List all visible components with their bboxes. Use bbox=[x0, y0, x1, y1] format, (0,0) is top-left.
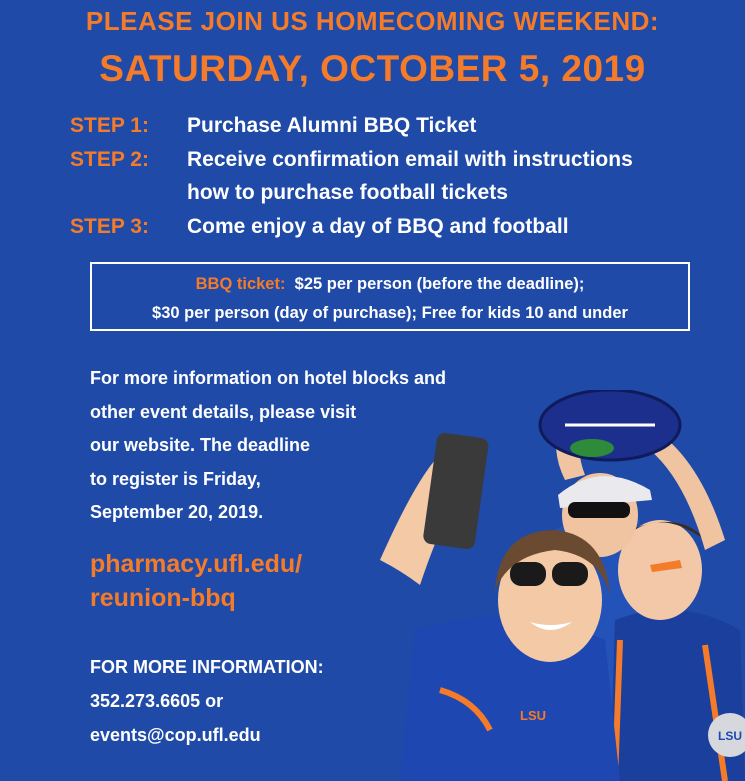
info-line: other event details, please visit bbox=[90, 401, 357, 422]
website-link[interactable] bbox=[90, 547, 302, 615]
step-3-text: Come enjoy a day of BBQ and football bbox=[187, 215, 569, 238]
ticket-price-early: $25 per person (before the deadline); bbox=[294, 275, 585, 293]
contact-block bbox=[90, 650, 324, 752]
headline-date: SATURDAY, OCTOBER 5, 2019 bbox=[99, 48, 646, 89]
ticket-line-2: $30 per person (day of purchase); Free for kids 10 and under bbox=[152, 304, 628, 322]
smartphone bbox=[422, 432, 489, 550]
ticket-label: BBQ ticket: bbox=[195, 275, 286, 293]
step-3-label: STEP 3: bbox=[70, 215, 149, 238]
badge-text: LSU bbox=[718, 729, 742, 743]
info-line: our website. The deadline bbox=[90, 435, 311, 455]
step-1-text: Purchase Alumni BBQ Ticket bbox=[187, 114, 477, 137]
gator-logo-icon bbox=[570, 439, 614, 457]
child-sunglasses bbox=[568, 502, 630, 518]
contact-heading: FOR MORE INFORMATION: bbox=[90, 657, 324, 677]
step-2-text-continued: how to purchase football tickets bbox=[187, 181, 508, 204]
step-1-label: STEP 1: bbox=[70, 114, 149, 137]
step-2-text: Receive confirmation email with instructions bbox=[187, 148, 633, 171]
website-line-1[interactable]: pharmacy.ufl.edu/ bbox=[90, 550, 303, 578]
contact-email[interactable]: events@cop.ufl.edu bbox=[90, 725, 261, 745]
contact-phone[interactable]: 352.273.6605 or bbox=[90, 691, 224, 711]
info-line: For more information on hotel blocks and bbox=[90, 368, 447, 388]
headline-join-us: PLEASE JOIN US HOMECOMING WEEKEND: bbox=[85, 6, 660, 36]
info-line: to register is Friday, bbox=[90, 468, 261, 489]
ticket-line-1 bbox=[92, 275, 688, 294]
info-line: September 20, 2019. bbox=[90, 502, 264, 522]
shirt-text-left: LSU bbox=[520, 708, 546, 723]
step-2-label: STEP 2: bbox=[70, 148, 149, 171]
website-line-2[interactable]: reunion-bbq bbox=[90, 584, 236, 612]
selfie-photo bbox=[360, 390, 745, 781]
ticket-price-box bbox=[90, 262, 690, 331]
woman-sunglasses-right bbox=[552, 562, 588, 586]
woman-sunglasses-left bbox=[510, 562, 546, 586]
